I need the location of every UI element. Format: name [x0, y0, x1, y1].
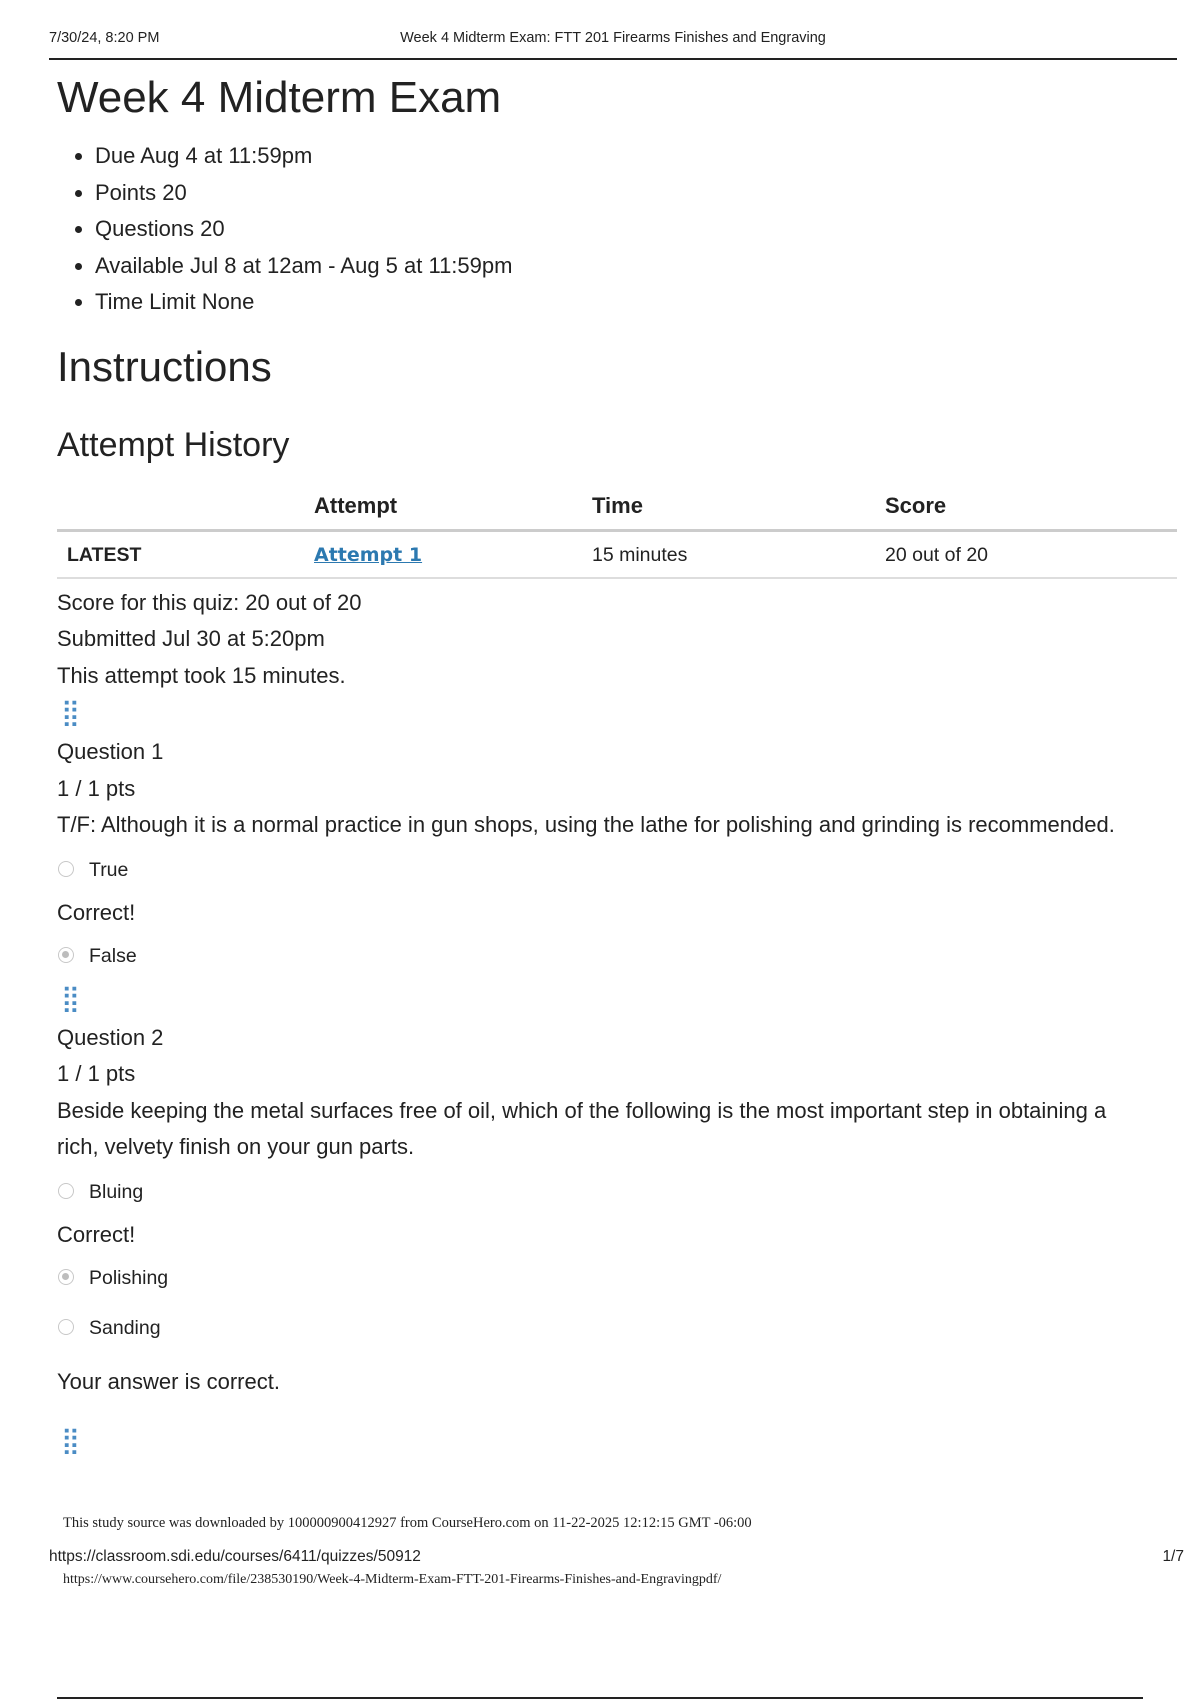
- correct-indicator: Correct!: [57, 899, 136, 925]
- submitted-time: Submitted Jul 30 at 5:20pm: [57, 626, 325, 651]
- meta-due: • Due Aug 4 at 11:59pm: [95, 138, 1177, 175]
- table-header-attempt: Attempt: [314, 491, 592, 531]
- radio-unselected-icon[interactable]: [58, 1183, 74, 1199]
- attempt-time: 15 minutes: [592, 530, 885, 578]
- correct-indicator: Correct!: [57, 1221, 136, 1247]
- page-title: Week 4 Midterm Exam: [57, 73, 502, 122]
- radio-unselected-icon[interactable]: [58, 861, 74, 877]
- answer-label: True: [89, 858, 129, 881]
- answer-option-selected[interactable]: [57, 934, 1177, 978]
- drag-handle-icon[interactable]: ⣿: [61, 1425, 79, 1455]
- print-header: [49, 28, 1177, 60]
- meta-time-limit: • Time Limit None: [95, 284, 1177, 321]
- meta-questions: • Questions 20: [95, 211, 1177, 248]
- bottom-divider: [57, 1697, 1143, 1699]
- page-url: https://classroom.sdi.edu/courses/6411/quizzes/50912: [49, 1548, 421, 1565]
- coursehero-url: https://www.coursehero.com/file/238530190/Week-4-Midterm-Exam-FTT-201-Firearms-Finishes-and-Engravingpdf/: [63, 1572, 722, 1587]
- latest-label: LATEST: [57, 530, 314, 578]
- answer-label: Polishing: [89, 1266, 169, 1289]
- answer-option[interactable]: [57, 848, 1177, 892]
- drag-handle-icon[interactable]: ⣿: [61, 982, 79, 1013]
- page-number: 1/7: [1162, 1548, 1184, 1565]
- instructions-heading: Instructions: [57, 342, 272, 390]
- answer-label: Sanding: [89, 1316, 161, 1339]
- table-header-blank: [57, 491, 314, 531]
- table-header-row: [57, 491, 1177, 531]
- attempt-1-link[interactable]: Attempt 1: [314, 543, 423, 566]
- radio-unselected-icon[interactable]: [58, 1319, 74, 1335]
- print-datetime: 7/30/24, 8:20 PM: [49, 30, 160, 46]
- attempt-history-heading: Attempt History: [57, 425, 290, 464]
- table-row: [57, 530, 1177, 578]
- question-2-text: Beside keeping the metal surfaces free of oil, which of the following is the most important step in obtaining a rich, velvety finish on your gun parts.: [57, 1097, 1107, 1159]
- question-1-title: Question 1: [57, 739, 164, 764]
- answer-label: False: [89, 944, 137, 967]
- answer-option[interactable]: [57, 1306, 1177, 1350]
- answer-feedback: Your answer is correct.: [57, 1368, 280, 1394]
- quiz-score: Score for this quiz: 20 out of 20: [57, 589, 362, 615]
- radio-selected-icon[interactable]: [58, 947, 74, 963]
- quiz-meta-list: [57, 138, 1177, 321]
- question-1-points: 1 / 1 pts: [57, 775, 136, 801]
- question-2-points: 1 / 1 pts: [57, 1061, 136, 1086]
- attempt-score: 20 out of 20: [885, 530, 1177, 578]
- attempt-duration: This attempt took 15 minutes.: [57, 662, 346, 688]
- answer-label: Bluing: [89, 1180, 144, 1203]
- table-header-time: Time: [592, 491, 885, 531]
- answer-option[interactable]: [57, 1170, 1177, 1214]
- quiz-content: [57, 70, 1177, 1462]
- meta-available: • Available Jul 8 at 12am - Aug 5 at 11:59pm: [95, 248, 1177, 285]
- question-2-title: Question 2: [57, 1024, 164, 1050]
- table-header-score: Score: [885, 491, 1177, 531]
- drag-handle-icon[interactable]: ⣿: [61, 697, 79, 727]
- answer-option-selected[interactable]: [57, 1256, 1177, 1300]
- download-source-note: This study source was downloaded by 100000900412927 from CourseHero.com on 11-22-2025 12:12:15 GMT -06:00: [63, 1515, 752, 1531]
- print-title: Week 4 Midterm Exam: FTT 201 Firearms Finishes and Engraving: [400, 30, 826, 46]
- attempt-history-table: [57, 491, 1177, 579]
- radio-selected-icon[interactable]: [58, 1269, 74, 1285]
- question-1-text: T/F: Although it is a normal practice in gun shops, using the lathe for polishing and grinding is recommended.: [57, 812, 1115, 837]
- meta-points: • Points 20: [95, 175, 1177, 212]
